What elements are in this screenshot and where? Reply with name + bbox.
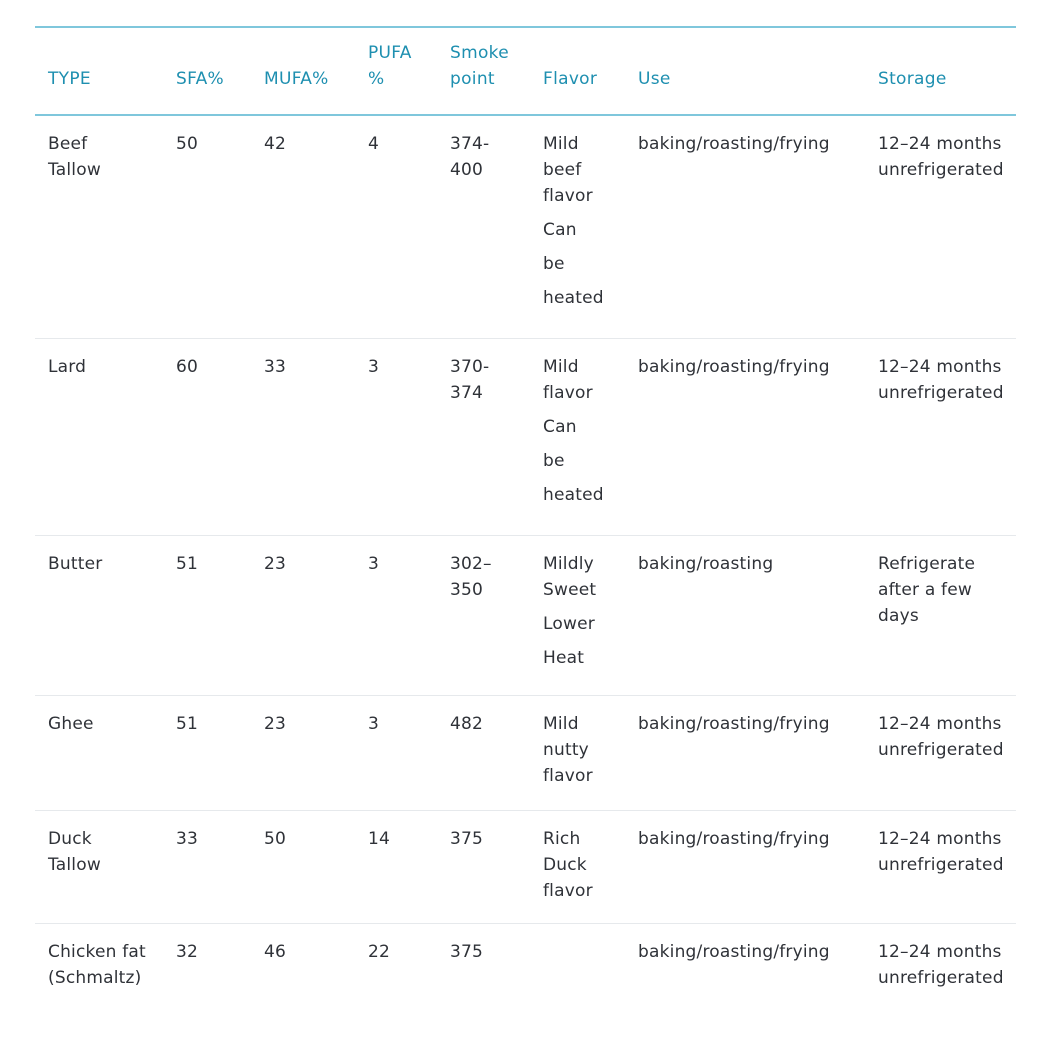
cell-sfa: 51: [176, 714, 199, 734]
table-row: [35, 696, 1016, 811]
cell-use: baking/roasting/frying: [638, 714, 830, 734]
flavor-line: heated: [543, 485, 604, 505]
cell-sfa: 32: [176, 942, 199, 962]
flavor-line: Can: [543, 220, 577, 240]
cell-flavor: [543, 711, 615, 789]
cell-type: Ghee: [48, 714, 94, 734]
cell-sfa: 51: [176, 554, 199, 574]
flavor-line: Can: [543, 417, 577, 437]
header-sfa: SFA%: [176, 69, 224, 89]
table-row: [35, 536, 1016, 696]
table-header-row: [35, 28, 1016, 116]
cell-mufa: 23: [264, 554, 287, 574]
cell-pufa: 3: [368, 554, 380, 574]
flavor-line: Rich Duck flavor: [543, 829, 593, 901]
flavor-line: Mild nutty flavor: [543, 714, 593, 786]
cell-pufa: 3: [368, 357, 380, 377]
cell-type: Butter: [48, 554, 103, 574]
cell-smoke-point: 482: [450, 714, 484, 734]
flavor-line: Mild beef flavor: [543, 134, 593, 206]
cell-type: Chicken fat (Schmaltz): [48, 942, 146, 988]
cell-mufa: 50: [264, 829, 287, 849]
header-smoke-point: Smoke point: [450, 43, 509, 89]
cell-storage: 12–24 months unrefrigerated: [878, 714, 1004, 760]
cell-smoke-point: 302–350: [450, 554, 492, 600]
header-type: TYPE: [48, 69, 91, 89]
cell-storage: 12–24 months unrefrigerated: [878, 357, 1004, 403]
cell-flavor: [543, 551, 615, 675]
cell-pufa: 22: [368, 942, 391, 962]
header-flavor: Flavor: [543, 69, 598, 89]
cell-flavor: [543, 354, 615, 512]
flavor-line: heated: [543, 288, 604, 308]
header-mufa: MUFA%: [264, 69, 329, 89]
cell-use: baking/roasting/frying: [638, 829, 830, 849]
cell-use: baking/roasting/frying: [638, 942, 830, 962]
cell-storage: 12–24 months unrefrigerated: [878, 942, 1004, 988]
header-storage: Storage: [878, 69, 947, 89]
header-use: Use: [638, 69, 671, 89]
table-row: [35, 339, 1016, 536]
flavor-line: Mild flavor: [543, 357, 593, 403]
cell-flavor: [543, 131, 615, 315]
cell-mufa: 23: [264, 714, 287, 734]
cell-use: baking/roasting: [638, 554, 774, 574]
cell-sfa: 60: [176, 357, 199, 377]
cell-type: Beef Tallow: [48, 134, 101, 180]
cell-smoke-point: 374-400: [450, 134, 490, 180]
cell-pufa: 14: [368, 829, 391, 849]
cell-smoke-point: 375: [450, 829, 484, 849]
cell-smoke-point: 370-374: [450, 357, 490, 403]
cell-storage: 12–24 months unrefrigerated: [878, 829, 1004, 875]
header-pufa: PUFA %: [368, 43, 412, 89]
flavor-line: be: [543, 451, 565, 471]
cell-use: baking/roasting/frying: [638, 134, 830, 154]
cell-pufa: 4: [368, 134, 380, 154]
cell-pufa: 3: [368, 714, 380, 734]
flavor-line: be: [543, 254, 565, 274]
cell-mufa: 33: [264, 357, 287, 377]
cell-mufa: 42: [264, 134, 287, 154]
table-row: [35, 116, 1016, 339]
cell-type: Duck Tallow: [48, 829, 101, 875]
cell-flavor: [543, 826, 615, 904]
fats-comparison-table: [35, 26, 1016, 1044]
table-row: [35, 811, 1016, 924]
cell-smoke-point: 375: [450, 942, 484, 962]
cell-use: baking/roasting/frying: [638, 357, 830, 377]
flavor-line: Lower: [543, 614, 595, 634]
cell-storage: Refrigerate after a few days: [878, 554, 976, 626]
flavor-line: Heat: [543, 648, 585, 668]
cell-mufa: 46: [264, 942, 287, 962]
cell-sfa: 33: [176, 829, 199, 849]
flavor-line: Mildly Sweet: [543, 554, 597, 600]
cell-sfa: 50: [176, 134, 199, 154]
cell-storage: 12–24 months unrefrigerated: [878, 134, 1004, 180]
cell-type: Lard: [48, 357, 87, 377]
table-row: [35, 924, 1016, 1044]
